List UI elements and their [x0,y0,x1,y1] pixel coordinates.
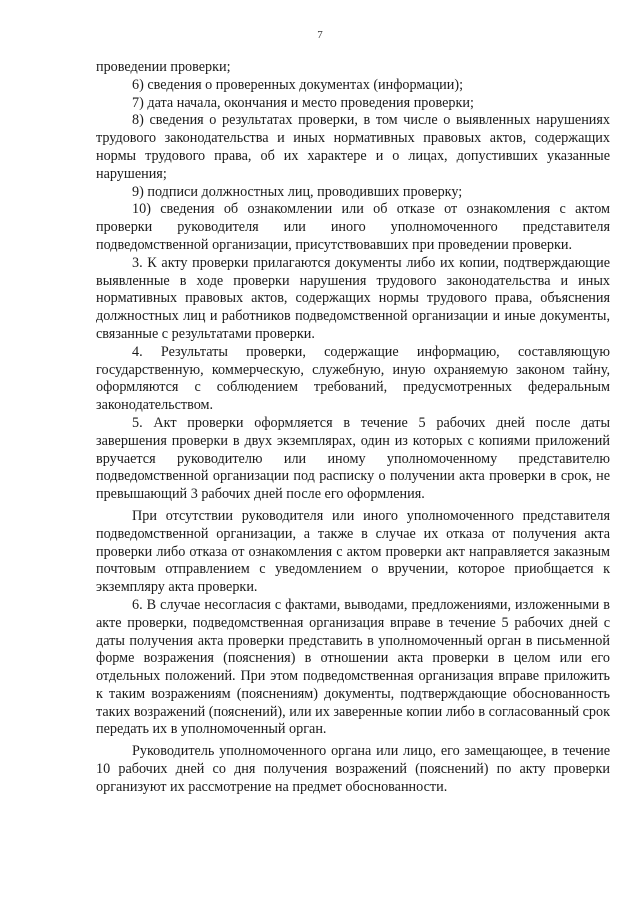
clause-4: 4. Результаты проверки, содержащие информацию, составляющую государственную, коммерческую, служебную, иную охраняемую законом тайну, оформляются с соблюдением требований, предусмотренных федеральным законодательством. [96,343,610,414]
clause-6: 6. В случае несогласия с фактами, выводами, предложениями, изложенными в акте проверки, подведомственная организация вправе в течение 5 рабочих дней с даты получения акта проверки представить в уполномоченный орган в письменной форме возражения (пояснения) в отношении акта проверки в целом или его отдельных положений. При этом подведомственная организация вправе приложить к таким возражениям (пояснениям) документы, подтверждающие обоснованность таких возражений (пояснений), или их заверенные копии либо в согласованный срок передать их в уполномоченный орган. [96,596,610,738]
clause-5: 5. Акт проверки оформляется в течение 5 рабочих дней после даты завершения проверки в двух экземплярах, один из которых с копиями приложений вручается руководителю или иному уполномоченному представителю подведомственной организации под расписку о получении акта проверки в срок, не превышающий 3 рабочих дней после его оформления. [96,414,610,503]
page-number: 7 [317,29,323,41]
paragraph-continuation: проведении проверки; [96,59,231,75]
clause-5-continuation: При отсутствии руководителя или иного уполномоченного представителя подведомственной организации, а также в случае их отказа от получения акта проверки либо отказа от ознакомления с актом проверки акт направляется заказным почтовым отправлением с уведомлением о вручении, которое приобщается к экземпляру акта проверки. [96,507,610,596]
list-item-8: 8) сведения о результатах проверки, в том числе о выявленных нарушениях трудового законодательства и иных нормативных правовых актов, содержащих нормы трудового права, об их характере и о лицах, допустивших указанные нарушения; [96,112,610,182]
list-item-10: 10) сведения об ознакомлении или об отказе от ознакомления с актом проверки руководителя или иного уполномоченного представителя подведомственной организации, присутствовавших при проведении проверки. [96,201,610,253]
document-body [96,59,610,797]
clause-6-continuation: Руководитель уполномоченного органа или лицо, его замещающее, в течение 10 рабочих дней со дня получения возражений (пояснений) по акту проверки организуют их рассмотрение на предмет обоснованности. [96,743,610,795]
list-item-6: 6) сведения о проверенных документах (информации); [132,76,464,93]
list-item-7: 7) дата начала, окончания и место проведения проверки; [132,94,474,111]
clause-3: 3. К акту проверки прилагаются документы либо их копии, подтверждающие выявленные в ходе проверки нарушения трудового законодательства и иных нормативных правовых актов, содержащих нормы трудового права, объяснения должностных лиц и работников подведомственной организации и иные документы, связанные с результатами проверки. [96,254,610,342]
list-item-9: 9) подписи должностных лиц, проводивших проверку; [132,183,463,200]
